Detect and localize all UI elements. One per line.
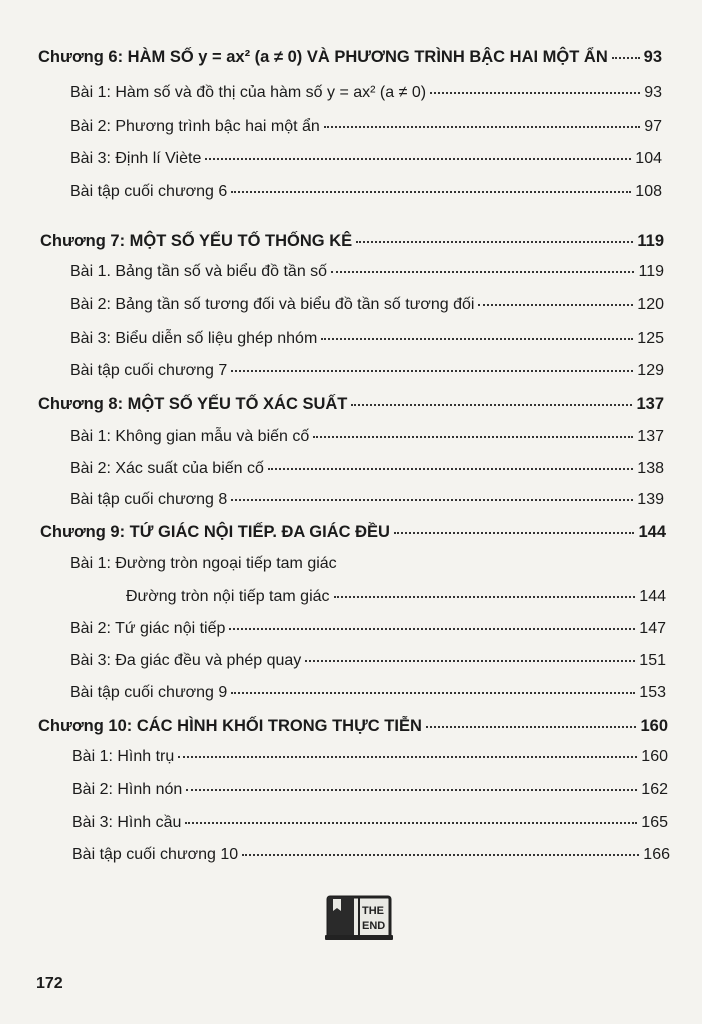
toc-lesson[interactable] (70, 330, 664, 348)
chapter-title: Chương 8: MỘT SỐ YẾU TỐ XÁC SUẤT (38, 395, 348, 413)
toc-chapter-10[interactable] (38, 717, 668, 736)
lesson-title: Bài 1: Hình trụ (72, 748, 175, 765)
lesson-title: Bài 2: Xác suất của biến cố (70, 460, 264, 477)
page-ref: 97 (644, 118, 662, 135)
lesson-title: Bài 1. Bảng tần số và biểu đồ tần số (70, 263, 328, 280)
end-logo-line2: END (362, 920, 386, 932)
chapter-title: Chương 6: HÀM SỐ y = ax² (a ≠ 0) VÀ PHƯƠNG TRÌNH BẬC HAI MỘT ẨN (38, 48, 608, 66)
page-ref: 147 (639, 620, 666, 637)
page-ref: 151 (639, 652, 666, 669)
leader-dots (305, 660, 635, 662)
toc-chapter-8[interactable] (38, 395, 664, 414)
toc-lesson[interactable] (70, 118, 662, 136)
page-ref: 165 (641, 814, 668, 831)
lesson-title: Bài 2: Bảng tần số tương đối và biểu đồ tần số tương đối (70, 296, 475, 313)
page-ref: 139 (637, 491, 664, 508)
toc-lesson[interactable] (70, 84, 662, 102)
lesson-title: Bài tập cuối chương 9 (70, 684, 228, 701)
the-end-book-icon (325, 895, 393, 941)
lesson-title: Bài tập cuối chương 10 (72, 846, 239, 863)
toc-lesson[interactable] (70, 362, 664, 380)
lesson-title: Đường tròn nội tiếp tam giác (126, 588, 330, 605)
lesson-title: Bài tập cuối chương 8 (70, 491, 228, 508)
toc-lesson[interactable] (70, 183, 662, 201)
lesson-title: Bài tập cuối chương 7 (70, 362, 228, 379)
leader-dots (231, 499, 633, 501)
lesson-title: Bài tập cuối chương 6 (70, 183, 228, 200)
page-ref: 144 (639, 588, 666, 605)
leader-dots (231, 692, 635, 694)
leader-dots (334, 596, 636, 598)
leader-dots (229, 628, 635, 630)
leader-dots (351, 404, 632, 406)
toc-lesson[interactable] (72, 846, 670, 864)
leader-dots (205, 158, 631, 160)
leader-dots (426, 726, 637, 728)
toc-chapter-7[interactable] (40, 232, 664, 251)
leader-dots (242, 854, 639, 856)
leader-dots (612, 57, 640, 59)
page-ref: 153 (639, 684, 666, 701)
page-ref: 137 (637, 428, 664, 445)
page-ref: 160 (640, 717, 668, 735)
lesson-title: Bài 1: Không gian mẫu và biến cố (70, 428, 310, 445)
leader-dots (185, 822, 637, 824)
page-number: 172 (36, 975, 63, 992)
chapter-title: Chương 7: MỘT SỐ YẾU TỐ THỐNG KÊ (40, 232, 353, 250)
page-ref: 138 (637, 460, 664, 477)
toc-lesson[interactable] (70, 652, 666, 670)
toc-lesson[interactable] (72, 781, 668, 799)
lesson-title: Bài 3: Đa giác đều và phép quay (70, 652, 302, 669)
lesson-title: Bài 1: Hàm số và đồ thị của hàm số y = ax² (a ≠ 0) (70, 84, 427, 101)
toc-lesson[interactable] (72, 748, 668, 766)
toc-lesson[interactable] (70, 460, 664, 478)
page-ref: 160 (641, 748, 668, 765)
leader-dots (324, 126, 640, 128)
leader-dots (478, 304, 633, 306)
leader-dots (356, 241, 633, 243)
lesson-title-first-line: Bài 1: Đường tròn ngoại tiếp tam giác (70, 555, 337, 572)
leader-dots (268, 468, 633, 470)
page-ref: 120 (637, 296, 664, 313)
leader-dots (313, 436, 633, 438)
leader-dots (186, 789, 637, 791)
toc-lesson[interactable] (70, 491, 664, 509)
page-ref: 125 (637, 330, 664, 347)
page-ref: 162 (641, 781, 668, 798)
toc-chapter-9[interactable] (40, 523, 666, 542)
lesson-title: Bài 3: Hình cầu (72, 814, 182, 831)
toc-lesson[interactable] (72, 814, 668, 832)
lesson-title: Bài 3: Định lí Viète (70, 150, 202, 167)
toc-lesson[interactable] (70, 620, 666, 638)
toc-lesson[interactable] (70, 684, 666, 702)
toc-lesson[interactable] (70, 296, 664, 314)
chapter-title: Chương 9: TỨ GIÁC NỘI TIẾP. ĐA GIÁC ĐỀU (40, 523, 390, 541)
toc-lesson[interactable] (70, 428, 664, 446)
end-logo-line1: THE (362, 905, 384, 917)
chapter-title: Chương 10: CÁC HÌNH KHỐI TRONG THỰC TIỄN (38, 717, 422, 735)
lesson-title: Bài 2: Tứ giác nội tiếp (70, 620, 226, 637)
page-ref: 129 (637, 362, 664, 379)
lesson-title: Bài 3: Biểu diễn số liệu ghép nhóm (70, 330, 318, 347)
toc-lesson[interactable] (70, 263, 664, 281)
page-ref: 119 (638, 263, 664, 280)
page-ref: 144 (638, 523, 666, 541)
page-ref: 108 (635, 183, 662, 200)
lesson-title: Bài 2: Hình nón (72, 781, 183, 798)
page-ref: 93 (644, 84, 662, 101)
page-ref: 137 (636, 395, 664, 413)
leader-dots (430, 92, 640, 94)
leader-dots (231, 191, 631, 193)
leader-dots (331, 271, 634, 273)
lesson-title: Bài 2: Phương trình bậc hai một ẩn (70, 118, 320, 135)
page-ref: 119 (637, 232, 664, 250)
leader-dots (178, 756, 637, 758)
toc-lesson[interactable] (70, 150, 662, 168)
leader-dots (231, 370, 633, 372)
toc-chapter-6[interactable] (38, 48, 662, 67)
page-ref: 93 (643, 48, 662, 66)
page-ref: 104 (635, 150, 662, 167)
leader-dots (394, 532, 635, 534)
leader-dots (321, 338, 633, 340)
page-ref: 166 (643, 846, 670, 863)
toc-lesson[interactable] (126, 588, 666, 606)
